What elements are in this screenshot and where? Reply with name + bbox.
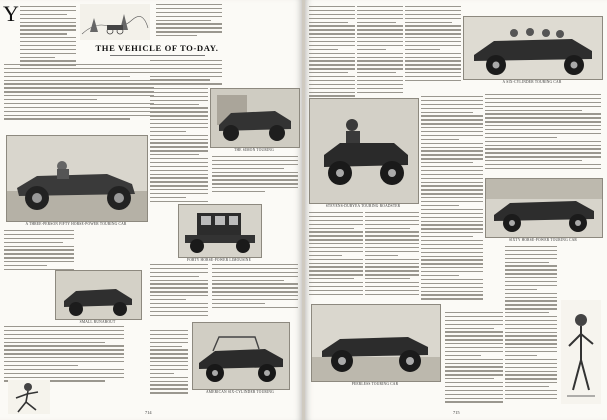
running-man-icon <box>8 380 50 414</box>
standing-figure-icon <box>561 300 601 404</box>
caption-peerless-touring: PEERLESS TOURING CAR <box>351 382 399 386</box>
left-page-right-text <box>212 156 298 198</box>
photo-small-runabout <box>55 270 142 320</box>
drop-cap-initial: Y <box>3 1 19 26</box>
left-page-bottom-text <box>150 330 188 402</box>
photo-sixty-hp-touring <box>485 178 603 238</box>
left-page-number: 714 <box>145 410 152 415</box>
caption-limousine: FORTY HORSE-POWER LIMOUSINE <box>187 258 251 262</box>
touring-car-icon <box>211 89 299 147</box>
right-page-col-3 <box>405 6 461 90</box>
right-page-col-right <box>485 94 601 174</box>
photo-six-cylinder-tourer <box>463 16 603 80</box>
right-page <box>305 0 607 420</box>
left-col-under-roadster <box>4 230 74 275</box>
caption-roadster: A THREE-PERSON FIFTY HORSE-POWER TOURING CAR <box>25 222 127 226</box>
limousine-car-icon <box>179 205 261 257</box>
intro-text-wide <box>4 64 154 122</box>
right-page-bottom-center <box>445 312 503 408</box>
caption-six-cylinder-tourer: A SIX-CYLINDER TOURING CAR <box>502 80 562 84</box>
photo-roadster <box>6 135 148 222</box>
left-col-lower <box>4 326 124 386</box>
right-page-middle-left <box>309 212 363 302</box>
right-page-middle-center <box>365 212 419 302</box>
six-cylinder-car-icon <box>193 323 289 389</box>
runabout-car-icon <box>56 271 141 319</box>
cartoon-figure-illustration <box>8 380 50 414</box>
photo-peerless-touring <box>311 304 441 382</box>
photo-simon-touring <box>210 88 300 148</box>
caption-simon-touring: THE SIMON TOURING <box>234 148 274 152</box>
caption-runabout: SMALL RUNABOUT <box>79 320 116 324</box>
left-page <box>0 0 302 420</box>
right-page-col-2 <box>357 6 403 102</box>
header-sketch-illustration <box>80 4 150 40</box>
photo-american-touring <box>192 322 290 390</box>
caption-american-touring: AMERICAN SIX-CYLINDER TOURING <box>206 390 274 394</box>
landscape-sketch-icon <box>80 4 150 40</box>
photo-stevens-duryea <box>309 98 419 204</box>
article-title: THE VEHICLE OF TO-DAY. <box>95 43 219 53</box>
margin-figure-illustration <box>561 300 601 404</box>
intro-text-column <box>20 6 76 66</box>
caption-sixty-hp-touring: SIXTY HORSE-POWER TOURING CAR <box>509 238 577 242</box>
left-page-middle-column <box>150 88 208 208</box>
touring-car-road-icon <box>312 305 440 381</box>
right-page-bottom-right <box>505 246 557 406</box>
caption-stevens-duryea: STEVENS-DURYEA TOURING ROADSTER <box>325 204 401 208</box>
touring-car-with-passengers-icon <box>464 17 602 79</box>
left-page-lower-middle <box>150 264 208 322</box>
photo-limousine <box>178 204 262 258</box>
title-column-1 <box>150 60 222 86</box>
right-page-number: 715 <box>453 410 460 415</box>
left-page-top-right-column <box>156 4 222 38</box>
right-page-col-center <box>421 96 483 306</box>
roadster-car-icon <box>7 136 147 221</box>
title-rule <box>110 55 205 56</box>
left-page-lower-right <box>212 264 298 316</box>
rear-entrance-car-icon <box>486 179 602 237</box>
roadster-with-driver-icon <box>310 99 418 203</box>
